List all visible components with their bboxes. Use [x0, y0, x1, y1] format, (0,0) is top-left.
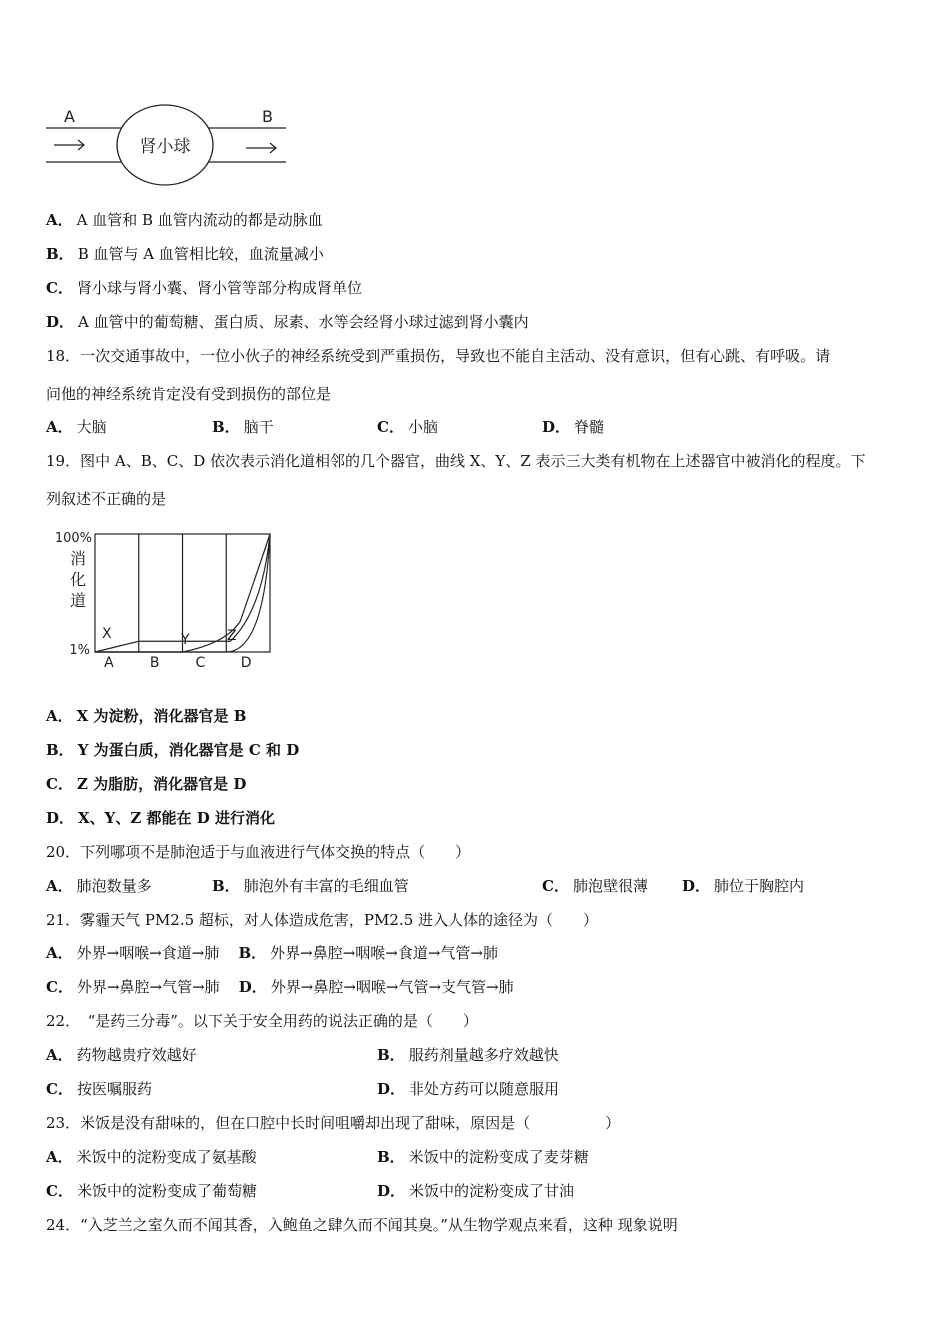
- series-label-x: X: [102, 626, 112, 642]
- option-key: D．: [377, 1080, 406, 1098]
- option-text: A 血管和 B 血管内流动的都是动脉血: [76, 211, 323, 229]
- q22-option-b: [377, 1045, 559, 1065]
- q18-stem-line2: 问他的神经系统肯定没有受到损伤的部位是: [46, 385, 332, 403]
- option-text: 外界→鼻腔→咽喉→食道→气管→肺: [270, 944, 498, 962]
- option-text: 脑干: [243, 418, 274, 436]
- option-key: B．: [238, 944, 267, 962]
- digestion-chart: [44, 524, 284, 674]
- q19-option-c: [46, 774, 246, 794]
- option-text: X 为淀粉，消化器官是 B: [76, 707, 247, 725]
- category-label-b: B: [149, 655, 160, 671]
- q23-stem: 23．米饭是没有甜味的，但在口腔中长时间咀嚼却出现了甜味，原因是（ ）: [46, 1114, 621, 1132]
- option-key: C．: [46, 279, 73, 297]
- option-key: B．: [46, 741, 74, 759]
- option-text: 外界→鼻腔→咽喉→气管→支气管→肺: [270, 978, 514, 996]
- q21-options-row2: [46, 977, 514, 997]
- option-text: 服药剂量越多疗效越快: [408, 1046, 559, 1064]
- option-text: 按医嘱服药: [76, 1080, 152, 1098]
- option-key: A．: [46, 418, 73, 436]
- q21-option-c: [46, 978, 220, 996]
- q21-option-d: [239, 978, 514, 996]
- option-key: A．: [46, 1148, 73, 1166]
- option-text: 米饭中的淀粉变成了氨基酸: [76, 1148, 257, 1166]
- option-key: D．: [377, 1182, 406, 1200]
- q21-option-b: [238, 944, 498, 962]
- option-text: Y 为蛋白质，消化器官是 C 和 D: [77, 741, 300, 759]
- option-text: B 血管与 A 血管相比较，血流量减小: [77, 245, 324, 263]
- option-key: D．: [682, 877, 711, 895]
- category-label-a: A: [104, 655, 114, 671]
- q23-option-d: [377, 1181, 574, 1201]
- series-label-z: Z: [227, 628, 237, 644]
- y-bottom-label: 1%: [69, 643, 90, 658]
- option-key: A．: [46, 211, 73, 229]
- q22-option-a: [46, 1045, 197, 1065]
- q18-stem-line1: 18．一次交通事故中，一位小伙子的神经系统受到严重损伤，导致也不能自主活动、没有意识，但有心跳、有呼吸。请: [46, 347, 831, 365]
- q20-option-d: [682, 876, 804, 896]
- q21-options-row1: [46, 943, 498, 963]
- option-text: A 血管中的葡萄糖、蛋白质、尿素、水等会经肾小球过滤到肾小囊内: [78, 313, 529, 331]
- q20-option-b: [212, 876, 409, 896]
- q19-option-a: [46, 706, 246, 726]
- option-text: 肺位于胸腔内: [714, 877, 805, 895]
- option-text: 外界→咽喉→食道→肺: [76, 944, 220, 962]
- q17-option-b: [46, 244, 324, 264]
- q17-option-c: [46, 278, 362, 298]
- q20-stem: 20．下列哪项不是肺泡适于与血液进行气体交换的特点（ ）: [46, 843, 471, 861]
- q20-options: [46, 876, 906, 896]
- q18-option-d: [542, 417, 604, 437]
- option-key: A．: [46, 944, 73, 962]
- series-label-y: Y: [181, 632, 190, 648]
- option-text: 肾小球与肾小囊、肾小管等部分构成肾单位: [76, 279, 362, 297]
- option-key: D．: [46, 809, 75, 827]
- q22-options-row1: [46, 1045, 906, 1065]
- option-key: B．: [212, 418, 240, 436]
- option-key: C．: [46, 1182, 73, 1200]
- option-text: 肺泡壁很薄: [572, 877, 648, 895]
- q22-option-d: [377, 1079, 559, 1099]
- category-label-c: C: [195, 655, 206, 671]
- option-key: A．: [46, 877, 73, 895]
- option-key: C．: [46, 1080, 73, 1098]
- option-key: D．: [542, 418, 571, 436]
- q19-stem-line2: 列叙述不正确的是: [46, 490, 167, 508]
- option-text: 肺泡外有丰富的毛细血管: [243, 877, 409, 895]
- option-text: X、Y、Z 都能在 D 进行消化: [78, 809, 275, 827]
- vessel-b-label: B: [262, 107, 273, 126]
- option-key: B．: [46, 245, 74, 263]
- option-key: C．: [46, 775, 73, 793]
- q18-option-b: [212, 417, 274, 437]
- q20-option-a: [46, 876, 152, 896]
- glomerulus-label: 肾小球: [139, 137, 191, 157]
- vessel-a-label: A: [64, 107, 75, 126]
- category-label-d: D: [240, 655, 252, 671]
- option-key: B．: [212, 877, 240, 895]
- q23-options-row2: [46, 1181, 906, 1201]
- option-key: C．: [542, 877, 569, 895]
- y-axis-label-char-2: 化: [69, 570, 87, 589]
- y-axis-label-char-3: 道: [69, 591, 87, 610]
- option-key: A．: [46, 1046, 73, 1064]
- option-text: 大脑: [76, 418, 107, 436]
- q24-stem: 24．“入芝兰之室久而不闻其香，入鲍鱼之肆久而不闻其臭。”从生物学观点来看，这种 现象说明: [46, 1216, 678, 1234]
- q22-stem: 22． “是药三分毒”。以下关于安全用药的说法正确的是（ ）: [46, 1012, 478, 1030]
- q19-option-b: [46, 740, 299, 760]
- option-text: 米饭中的淀粉变成了葡萄糖: [76, 1182, 257, 1200]
- option-text: 药物越贵疗效越好: [76, 1046, 197, 1064]
- option-key: D．: [238, 978, 267, 996]
- y-top-label: 100%: [54, 531, 92, 546]
- q22-option-c: [46, 1079, 152, 1099]
- q17-option-a: [46, 210, 323, 230]
- q20-option-c: [542, 876, 648, 896]
- q21-stem: 21．雾霾天气 PM2.5 超标，对人体造成危害，PM2.5 进入人体的途径为（ ）: [46, 911, 599, 929]
- q23-option-c: [46, 1181, 257, 1201]
- q18-option-c: [377, 417, 438, 437]
- q22-options-row2: [46, 1079, 906, 1099]
- option-key: B．: [377, 1046, 405, 1064]
- q18-option-a: [46, 417, 107, 437]
- option-text: 脊髓: [574, 418, 605, 436]
- q17-option-d: [46, 312, 529, 332]
- y-axis-label-char-1: 消: [69, 549, 87, 568]
- option-text: 米饭中的淀粉变成了麦芽糖: [408, 1148, 589, 1166]
- option-text: 小脑: [407, 418, 438, 436]
- q21-option-a: [46, 944, 219, 962]
- option-key: B．: [377, 1148, 405, 1166]
- q23-options-row1: [46, 1147, 906, 1167]
- option-key: D．: [46, 313, 75, 331]
- option-key: A．: [46, 707, 73, 725]
- option-text: Z 为脂肪，消化器官是 D: [76, 775, 247, 793]
- q18-options: [46, 417, 906, 437]
- glomerulus-diagram: [40, 100, 300, 192]
- option-text: 外界→鼻腔→气管→肺: [76, 978, 220, 996]
- option-text: 米饭中的淀粉变成了甘油: [409, 1182, 575, 1200]
- q19-option-d: [46, 808, 275, 828]
- option-text: 肺泡数量多: [76, 877, 152, 895]
- q23-option-b: [377, 1147, 589, 1167]
- option-key: C．: [377, 418, 404, 436]
- q19-stem-line1: 19．图中 A、B、C、D 依次表示消化道相邻的几个器官，曲线 X、Y、Z 表示三大类有机物在上述器官中被消化的程度。下: [46, 452, 866, 470]
- option-key: C．: [46, 978, 73, 996]
- q23-option-a: [46, 1147, 257, 1167]
- option-text: 非处方药可以随意服用: [409, 1080, 560, 1098]
